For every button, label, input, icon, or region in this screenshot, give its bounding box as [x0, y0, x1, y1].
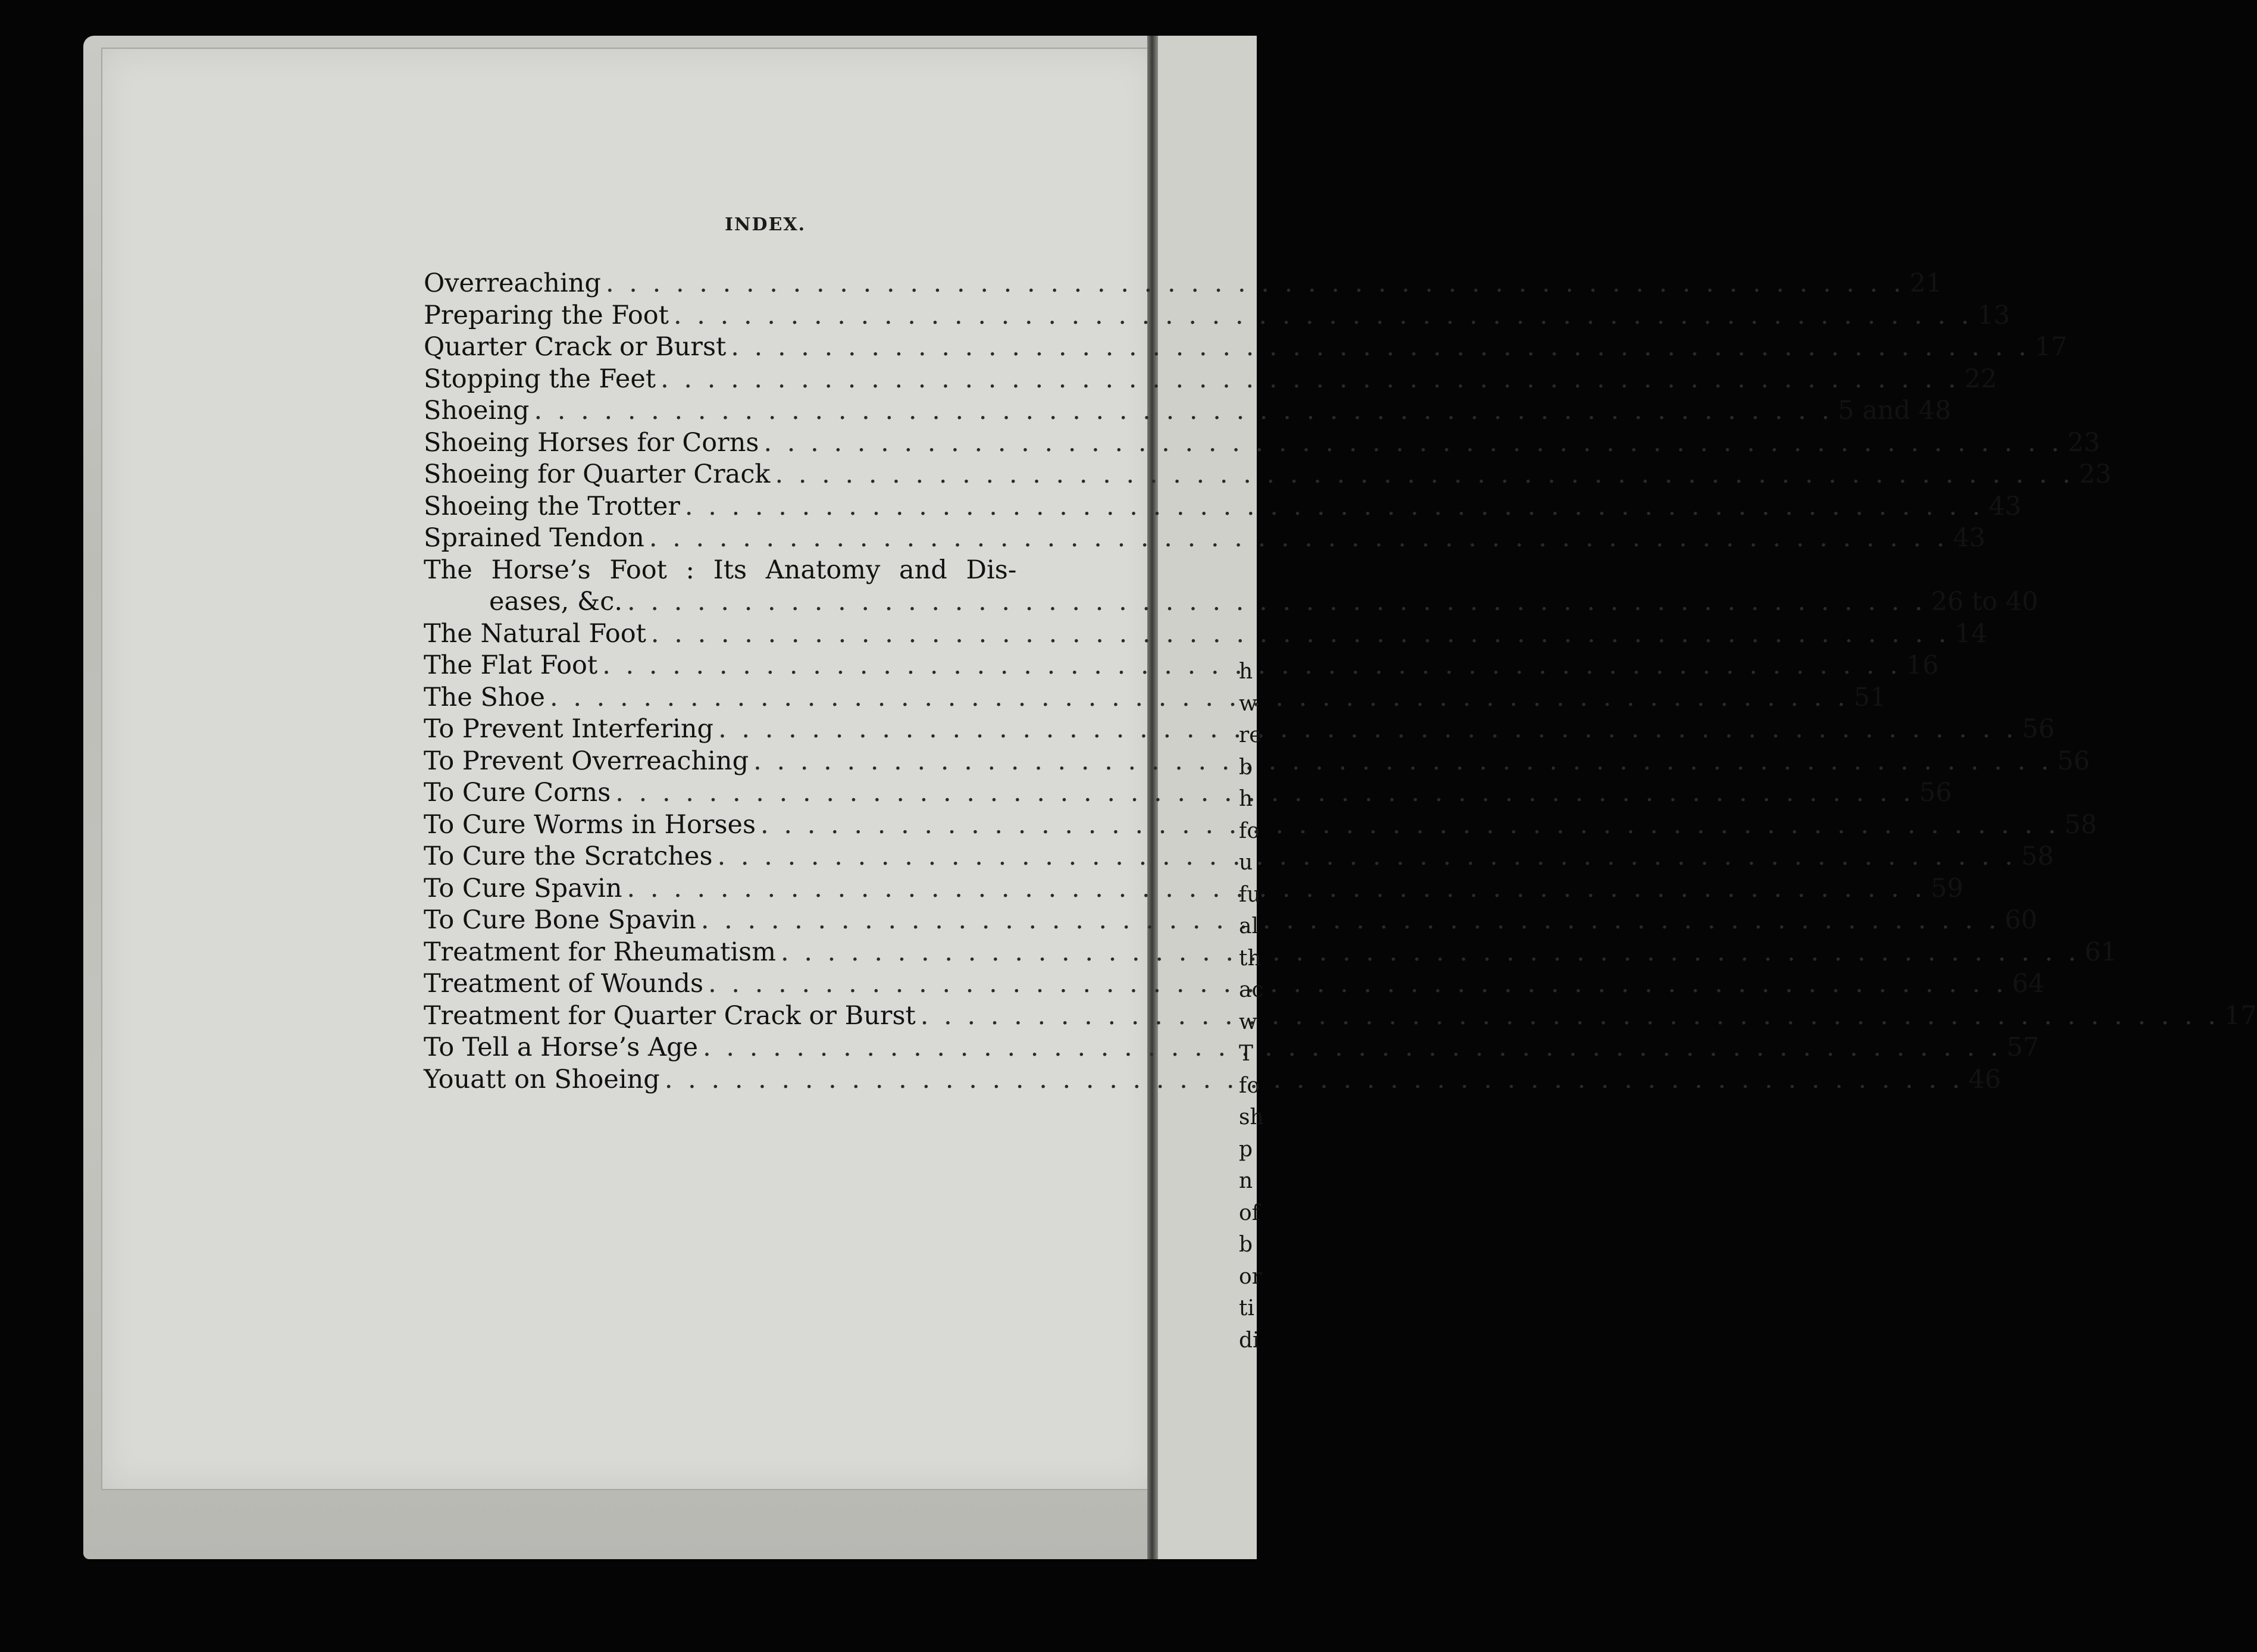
index-heading: INDEX.: [725, 214, 806, 235]
entry-title: To Cure Bone Spavin: [424, 905, 696, 935]
entry-page: 56: [2057, 746, 2090, 776]
facing-page-text: [1239, 656, 1263, 1356]
fragment: b: [1239, 1232, 1253, 1257]
dot-leader: [713, 714, 2022, 746]
entry-page: 56: [1919, 778, 1952, 808]
dot-leader: [529, 395, 1837, 427]
entry-page: 14: [1955, 618, 1987, 649]
entry-title: Preparing the Foot: [424, 300, 669, 330]
entry-page: 17: [2034, 332, 2068, 362]
index-entry: [424, 522, 1986, 555]
dot-leader: [726, 331, 2034, 364]
dot-leader: [622, 586, 1931, 618]
entry-title: The Shoe: [424, 682, 545, 712]
entry-page: 16: [1906, 650, 1939, 680]
entry-page: 23: [2078, 459, 2112, 489]
dot-leader: [545, 682, 1854, 714]
index-entry: [424, 746, 2090, 778]
fragment: b: [1239, 755, 1253, 780]
index-entry: [424, 682, 1886, 714]
fragment: u: [1239, 850, 1253, 875]
fragment: w: [1239, 1009, 1257, 1034]
dot-leader: [660, 1064, 1968, 1096]
fragment: al: [1239, 914, 1259, 938]
dot-leader: [622, 873, 1931, 905]
entry-page: 58: [2021, 841, 2054, 871]
entry-title: To Cure the Scratches: [424, 841, 713, 871]
index-entry: [424, 331, 2068, 364]
entry-title: To Cure Spavin: [424, 873, 622, 903]
index-entry: [424, 714, 2055, 746]
entry-title: The Flat Foot: [424, 650, 598, 680]
index-entry: [424, 268, 1942, 300]
entry-page: 60: [2005, 905, 2037, 935]
index-entry: [424, 586, 2039, 618]
fragment: fo: [1239, 818, 1260, 843]
entry-title: Treatment for Rheumatism: [424, 937, 776, 967]
entry-title: Shoeing the Trotter: [424, 491, 680, 521]
fragment: ti: [1239, 1296, 1254, 1321]
fragment: ac: [1239, 978, 1264, 1002]
entry-title: Youatt on Shoeing: [424, 1064, 660, 1094]
dot-leader: [916, 1000, 2224, 1032]
entry-page: 58: [2064, 809, 2097, 840]
entry-page: 51: [1854, 682, 1886, 712]
entry-title: Treatment for Quarter Crack or Burst: [424, 1000, 916, 1031]
dot-leader: [776, 937, 2084, 969]
index-entry: [424, 300, 2010, 332]
dot-leader: [698, 1032, 2006, 1064]
fragment: h: [1239, 659, 1253, 684]
dot-leader: [680, 491, 1989, 523]
index-entry: [424, 777, 1952, 809]
dot-leader: [601, 268, 1909, 300]
fragment: th: [1239, 946, 1261, 971]
entry-page: 43: [1989, 491, 2021, 521]
fragment: sh: [1239, 1105, 1264, 1130]
fragment: fu: [1239, 882, 1261, 907]
entry-page: 22: [1964, 364, 1997, 394]
index-entry: [424, 1032, 2039, 1064]
entry-title: The Natural Foot: [424, 618, 646, 649]
entry-title: To Tell a Horse’s Age: [424, 1032, 699, 1062]
entry-title: The Horse’s Foot : Its Anatomy and Dis-: [424, 555, 1017, 585]
index-entry: [424, 364, 1997, 396]
entry-page: 57: [2006, 1032, 2039, 1062]
entry-page: 13: [1977, 300, 2010, 330]
entry-page: 59: [1930, 873, 1964, 903]
fragment: T: [1239, 1041, 1254, 1066]
fragment: p: [1239, 1137, 1253, 1162]
dot-leader: [646, 618, 1955, 650]
index-entry: [424, 650, 1939, 682]
entry-page: 43: [1953, 523, 1986, 553]
fragment: di: [1239, 1328, 1260, 1353]
fragment: w: [1239, 691, 1257, 716]
entry-page: 21: [1909, 268, 1942, 298]
dot-leader: [611, 777, 1919, 809]
index-entry: [424, 618, 1987, 650]
index-entry: [424, 491, 2021, 523]
entry-page: 56: [2022, 714, 2055, 744]
entry-title: To Cure Worms in Horses: [424, 809, 756, 840]
entry-page: 64: [2012, 969, 2045, 999]
dot-leader: [703, 968, 2012, 1000]
entry-title: Shoeing: [424, 396, 530, 425]
dot-leader: [644, 522, 1953, 555]
index-entry: [424, 555, 1100, 587]
entry-title: To Prevent Interfering: [424, 714, 714, 744]
entry-title: Sprained Tendon: [424, 523, 644, 553]
dot-leader: [696, 905, 2005, 937]
fragment: of: [1239, 1200, 1260, 1225]
dot-leader: [669, 300, 1977, 332]
entry-title: eases, &c.: [489, 587, 623, 617]
index-entry: [424, 1000, 2257, 1032]
entry-page: 17: [2224, 1000, 2257, 1031]
entry-title: To Cure Corns: [424, 778, 611, 808]
fragment: re: [1239, 723, 1262, 747]
fragment: fo: [1239, 1073, 1260, 1098]
dot-leader: [759, 427, 2067, 459]
entry-title: Quarter Crack or Burst: [424, 332, 727, 362]
dot-leader: [749, 746, 2057, 778]
entry-page: 5 and 48: [1837, 396, 1951, 425]
fragment: h: [1239, 787, 1253, 811]
entry-title: To Prevent Overreaching: [424, 746, 749, 776]
dot-leader: [756, 809, 2064, 841]
entry-title: Stopping the Feet: [424, 364, 656, 394]
dot-leader: [770, 459, 2078, 491]
entry-title: Shoeing Horses for Corns: [424, 427, 759, 458]
entry-page: 23: [2067, 427, 2101, 458]
entry-title: Shoeing for Quarter Crack: [424, 459, 771, 489]
fragment: n: [1239, 1169, 1253, 1193]
fragment: or: [1239, 1264, 1262, 1289]
index-entry: [424, 395, 1951, 427]
index-entry: [424, 459, 2112, 491]
entry-page: 46: [1968, 1064, 2001, 1094]
entry-title: Overreaching: [424, 268, 601, 298]
index-entry: [424, 427, 2101, 459]
entry-title: Treatment of Wounds: [424, 969, 704, 999]
dot-leader: [656, 364, 1964, 396]
index-entry: [424, 841, 2054, 873]
entry-page: 26 to 40: [1931, 587, 2039, 617]
dot-leader: [713, 841, 2021, 873]
entry-page: 61: [2084, 937, 2117, 967]
